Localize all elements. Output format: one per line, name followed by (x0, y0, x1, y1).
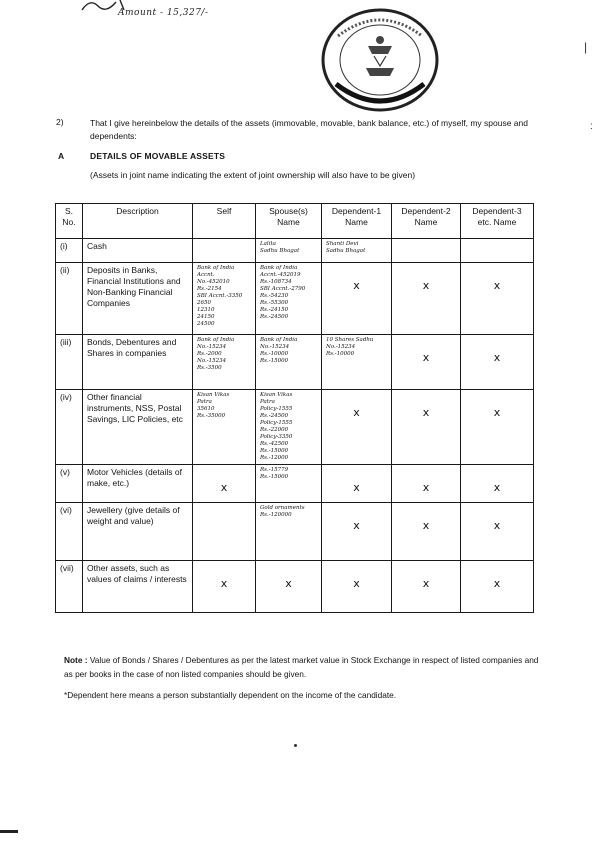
table-row (56, 335, 534, 390)
row-spouse-value: Lalita Sadhu Bhagat (256, 239, 322, 263)
row-dependent-3-value (461, 465, 534, 503)
note-text: Value of Bonds / Shares / Debentures as per the latest market value in Stock Exchange in respect of listed companies and as per books in the case of non listed companies should be given. (64, 655, 539, 679)
cross-mark: x (353, 481, 360, 494)
footnote: *Dependent here means a person substantially dependent on the income of the candidate. (64, 690, 397, 700)
row-dependent-1-value (322, 561, 392, 613)
paragraph-number: 2) (56, 117, 64, 127)
cross-mark: x (422, 577, 430, 590)
cross-mark: x (220, 577, 228, 590)
margin-mark: | (584, 40, 588, 54)
cross-mark: x (493, 279, 501, 292)
row-description: Cash (83, 239, 193, 263)
table-header-row (56, 204, 534, 239)
scan-speck (0, 830, 18, 833)
row-description: Other financial instruments, NSS, Postal Savings, LIC Policies, etc (83, 390, 193, 465)
row-dependent-1-value: Shanti Devi Sadhu Bhagat (322, 239, 392, 263)
top-amount-text: Amount - 15,327/- (118, 8, 209, 18)
row-self-value: Bank of India No.-15234 Rs.-2000 No.-15234 Rs.-3500 (193, 335, 256, 390)
row-self-value (193, 465, 256, 503)
row-spouse-value: Gold ornaments Rs.-120000 (256, 503, 322, 561)
row-dependent-2-value (392, 239, 461, 263)
row-spouse-value: Rs.-15779 Rs.-15000 (256, 465, 322, 503)
row-dependent-1-value (322, 263, 392, 335)
row-dependent-2-value (392, 561, 461, 613)
row-dependent-1-value (322, 390, 392, 465)
column-header-self: Self (193, 204, 256, 239)
cross-mark: x (422, 406, 430, 419)
row-self-value: Kisan Vikas Patra 35610 Rs.-35000 (193, 390, 256, 465)
row-dependent-3-value (461, 239, 534, 263)
row-dependent-3-value (461, 263, 534, 335)
cross-mark: x (422, 279, 430, 292)
column-header-spouse: Spouse(s) Name (256, 204, 322, 239)
column-header-dependent-3: Dependent-3 etc. Name (461, 204, 534, 239)
cross-mark: x (493, 519, 501, 532)
cross-mark: x (493, 351, 501, 364)
row-dependent-2-value (392, 465, 461, 503)
cross-mark: x (422, 519, 430, 532)
table-row (56, 503, 534, 561)
row-self-value: Bank of India Accnt. No.-452010 Rs.-2154 SBI Accnt.-3350 2650 12310 24150 24500 (193, 263, 256, 335)
row-dependent-1-value (322, 503, 392, 561)
row-description: Other assets, such as values of claims / interests (83, 561, 193, 613)
row-dependent-2-value (392, 503, 461, 561)
row-sno: (iii) (56, 335, 83, 390)
scan-speck (294, 744, 297, 747)
row-sno: (v) (56, 465, 83, 503)
table-row (56, 465, 534, 503)
row-sno: (vii) (56, 561, 83, 613)
cross-mark: x (493, 406, 501, 419)
column-header-dependent-2: Dependent-2 Name (392, 204, 461, 239)
cross-mark: x (353, 279, 360, 292)
row-sno: (iv) (56, 390, 83, 465)
table-row (56, 561, 534, 613)
cross-mark: x (220, 481, 228, 494)
cross-mark: x (422, 351, 430, 364)
cross-mark: x (353, 519, 360, 532)
column-header-sno: S. No. (56, 204, 83, 239)
row-dependent-1-value (322, 465, 392, 503)
row-dependent-3-value (461, 335, 534, 390)
row-spouse-value (256, 561, 322, 613)
row-description: Bonds, Debentures and Shares in companies (83, 335, 193, 390)
note-label: Note : (64, 655, 88, 665)
row-sno: (ii) (56, 263, 83, 335)
row-self-value (193, 239, 256, 263)
margin-mark: : (590, 121, 593, 132)
section-note: (Assets in joint name indicating the extent of joint ownership will also have to be given) (90, 170, 416, 180)
row-spouse-value: Kisan Vikas Patra Policy-1555 Rs.-24500 Policy-1555 Rs.-22000 Policy-3350 Rs.-42500 Rs.-15000 Rs.-12000 (256, 390, 322, 465)
table-row (56, 390, 534, 465)
cross-mark: x (493, 481, 501, 494)
row-spouse-value: Bank of India No.-15234 Rs.-10000 Rs.-15000 (256, 335, 322, 390)
row-self-value (193, 503, 256, 561)
cross-mark: x (493, 577, 501, 590)
row-description: Deposits in Banks, Financial Institutions and Non-Banking Financial Companies (83, 263, 193, 335)
column-header-description: Description (83, 204, 193, 239)
row-sno: (i) (56, 239, 83, 263)
row-dependent-1-value: 10 Shares Sadhu No.-15234 Rs.-10000 (322, 335, 392, 390)
row-dependent-3-value (461, 561, 534, 613)
cross-mark: x (353, 406, 360, 419)
cross-mark: x (353, 577, 360, 590)
section-title: DETAILS OF MOVABLE ASSETS (90, 151, 226, 161)
column-header-dependent-1: Dependent-1 Name (322, 204, 392, 239)
row-description: Jewellery (give details of weight and value) (83, 503, 193, 561)
cross-mark: x (422, 481, 430, 494)
paragraph-text: That I give hereinbelow the details of the assets (immovable, movable, bank balance, etc.) of myself, my spouse and dependents: (90, 118, 528, 141)
cross-mark: x (285, 577, 292, 590)
row-dependent-2-value (392, 335, 461, 390)
row-dependent-2-value (392, 390, 461, 465)
row-self-value (193, 561, 256, 613)
row-dependent-3-value (461, 390, 534, 465)
row-dependent-3-value (461, 503, 534, 561)
note (64, 653, 542, 681)
row-sno: (vi) (56, 503, 83, 561)
table-row (56, 239, 534, 263)
table-row (56, 263, 534, 335)
row-description: Motor Vehicles (details of make, etc.) (83, 465, 193, 503)
section-letter: A (58, 151, 65, 161)
movable-assets-table (55, 203, 534, 613)
court-seal (318, 6, 442, 119)
row-spouse-value: Bank of India Accnt.-452019 Rs.-108734 SBI Accnt.-2790 Rs.-54230 Rs.-55300 Rs.-24150 Rs.-24500 (256, 263, 322, 335)
row-dependent-2-value (392, 263, 461, 335)
